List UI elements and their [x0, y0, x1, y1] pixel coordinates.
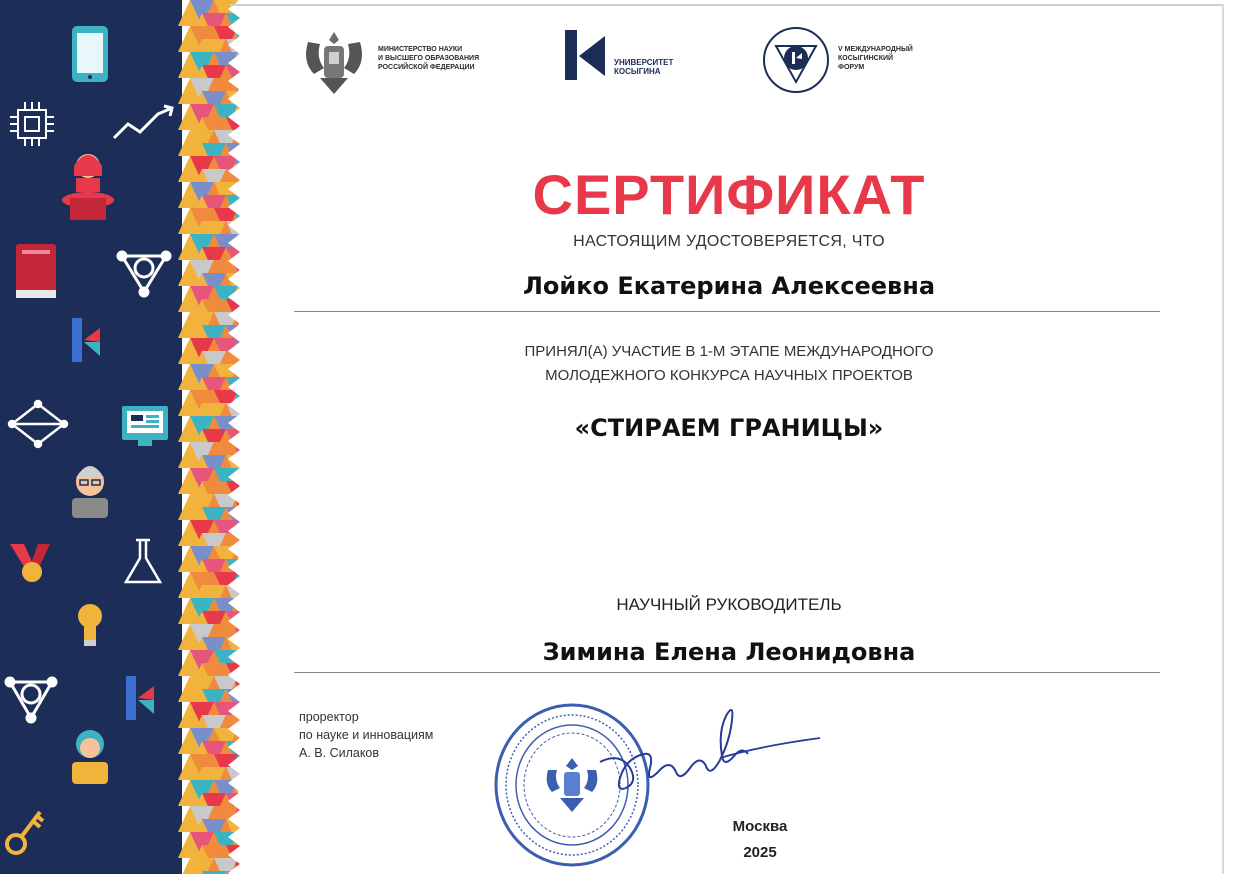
monitor-icon [122, 406, 168, 446]
flask-icon [126, 540, 160, 582]
supervisor-name: Зимина Елена Леонидовна [542, 638, 916, 666]
university-logo-icon [72, 318, 100, 362]
university-logo-icon [126, 676, 154, 720]
network-icon [9, 401, 67, 447]
signer-position: проректор [299, 710, 359, 724]
recipient-name: Лойко Екатерина Алексеевна [522, 272, 936, 300]
chip-icon [10, 102, 54, 146]
university-logo-icon [563, 28, 611, 82]
divider [294, 311, 1160, 312]
ministry-logo-line: МИНИСТЕРСТВО НАУКИ [378, 46, 463, 53]
ministry-logo-line: И ВЫСШЕГО ОБРАЗОВАНИЯ [378, 55, 480, 62]
description-line: МОЛОДЕЖНОГО КОНКУРСА НАУЧНЫХ ПРОЕКТОВ [545, 367, 913, 384]
triangle-border [178, 0, 240, 874]
place-city: Москва [732, 818, 788, 835]
chart-trend-icon [114, 106, 172, 138]
medal-icon [10, 544, 50, 582]
signer-position: по науке и инновациям [299, 728, 434, 742]
supervisor-label: НАУЧНЫЙ РУКОВОДИТЕЛЬ [616, 595, 842, 614]
ministry-logo-line: РОССИЙСКОЙ ФЕДЕРАЦИИ [378, 64, 475, 71]
forum-logo-line: ФОРУМ [838, 64, 865, 71]
top-frame-line [230, 4, 1224, 6]
molecule-icon [6, 678, 56, 722]
certificate-subtitle: НАСТОЯЩИМ УДОСТОВЕРЯЕТСЯ, ЧТО [573, 233, 885, 250]
forum-emblem-icon [760, 24, 832, 96]
decorative-sidebar [0, 0, 182, 874]
university-logo-line: КОСЫГИНА [614, 67, 661, 76]
divider [294, 672, 1160, 673]
certificate-title: СЕРТИФИКАТ [532, 163, 926, 226]
book-icon [16, 244, 56, 298]
presenter-icon [62, 154, 114, 220]
forum-logo-line: V МЕЖДУНАРОДНЫЙ [838, 46, 913, 53]
lightbulb-icon [78, 604, 102, 646]
university-logo-line: УНИВЕРСИТЕТ [614, 58, 674, 67]
molecule-icon [118, 252, 170, 296]
forum-logo-line: КОСЫГИНСКИЙ [838, 55, 894, 62]
right-frame-line [1222, 4, 1224, 874]
phone-icon [72, 26, 108, 82]
key-icon [7, 812, 43, 853]
description-line: ПРИНЯЛ(А) УЧАСТИЕ В 1-М ЭТАПЕ МЕЖДУНАРОДНОГО [524, 343, 934, 360]
contest-name: «СТИРАЕМ ГРАНИЦЫ» [574, 414, 884, 442]
signature [590, 700, 840, 810]
place-year: 2025 [743, 844, 777, 861]
coat-of-arms-icon [300, 28, 368, 98]
professor-icon [72, 466, 108, 518]
student-icon [72, 730, 108, 784]
signer-name: А. В. Силаков [299, 746, 380, 760]
